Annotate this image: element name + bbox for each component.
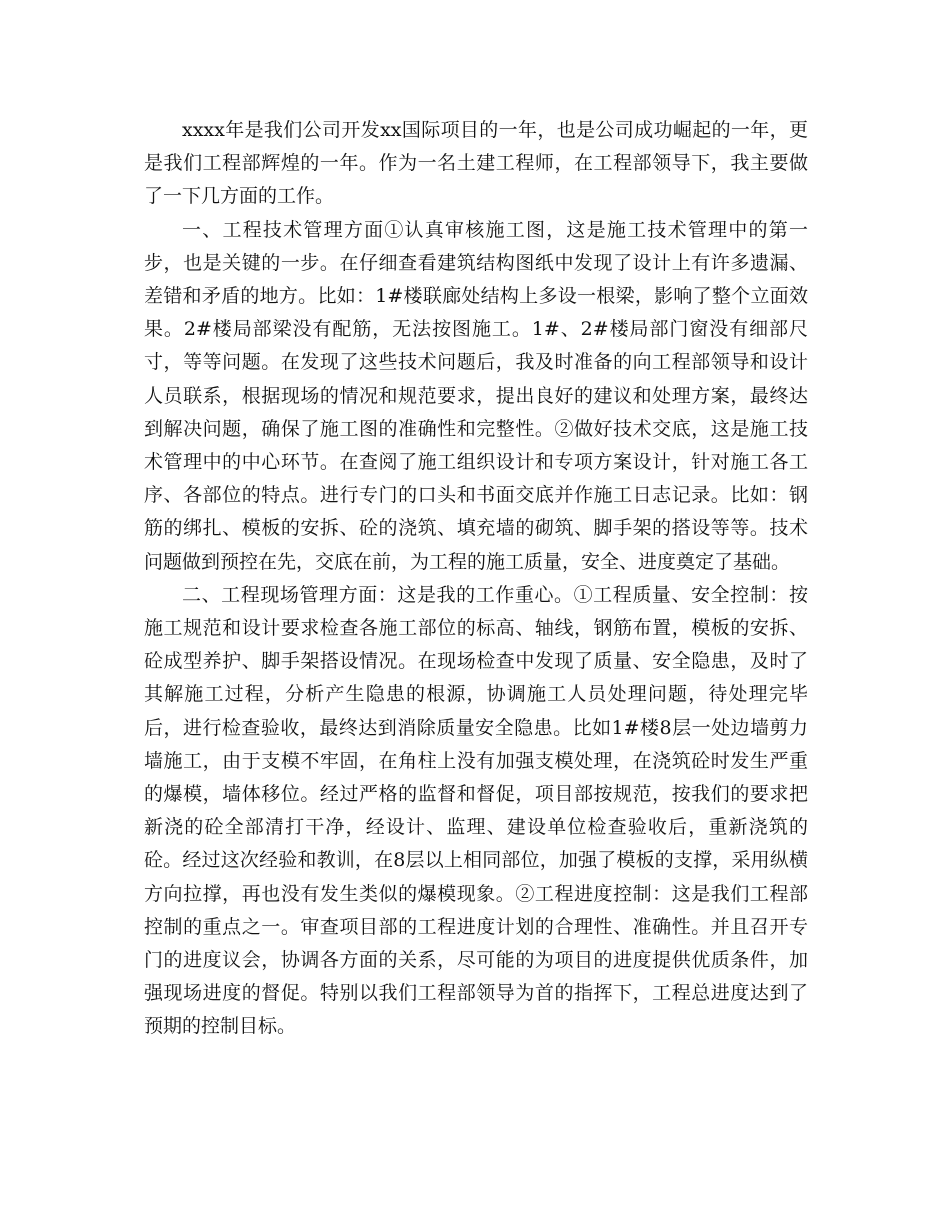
paragraph-site-management: 二、工程现场管理方面：这是我的工作重心。①工程质量、安全控制：按施工规范和设计要求检查各施工部位的标高、轴线，钢筋布置，模板的安拆、砼成型养护、脚手架搭设情况。在现场检查中发现了质量、安全隐患，及时了其解施工过程，分析产生隐患的根源，协调施工人员处理问题，待处理完毕后，进行检查验收，最终达到消除质量安全隐患。比如1#楼8层一处边墙剪力墙施工，由于支模不牢固，在角柱上没有加强支模处理，在浇筑砼时发生严重的爆模，墙体移位。经过严格的监督和督促，项目部按规范，按我们的要求把新浇的砼全部清打干净，经设计、监理、建设单位检查验收后，重新浇筑的砼。经过这次经验和教训，在8层以上相同部位，加强了模板的支撑，采用纵横方向拉撑，再也没有发生类似的爆模现象。②工程进度控制：这是我们工程部控制的重点之一。审查项目部的工程进度计划的合理性、准确性。并且召开专门的进度议会，协调各方面的关系，尽可能的为项目的进度提供优质条件，加强现场进度的督促。特别以我们工程部领导为首的指挥下，工程总进度达到了预期的控制目标。: [144, 583, 808, 1038]
paragraph-technical-management: 一、工程技术管理方面①认真审核施工图，这是施工技术管理中的第一步，也是关键的一步。在仔细查看建筑结构图纸中发现了设计上有许多遗漏、差错和矛盾的地方。比如：1#楼联廊处结构上多设一根梁，影响了整个立面效果。2#楼局部梁没有配筋，无法按图施工。1#、2#楼局部门窗没有细部尺寸，等等问题。在发现了这些技术问题后，我及时准备的向工程部领导和设计人员联系，根据现场的情况和规范要求，提出良好的建议和处理方案，最终达到解决问题，确保了施工图的准确性和完整性。②做好技术交底，这是施工技术管理中的中心环节。在查阅了施工组织设计和专项方案设计，针对施工各工序、各部位的特点。进行专门的口头和书面交底并作施工日志记录。比如：钢筋的绑扎、模板的安拆、砼的浇筑、填充墙的砌筑、脚手架的搭设等等。技术问题做到预控在先，交底在前，为工程的施工质量，安全、进度奠定了基础。: [144, 218, 808, 573]
document-body: [144, 114, 808, 1044]
paragraph-intro: xxxx年是我们公司开发xx国际项目的一年，也是公司成功崛起的一年，更是我们工程部辉煌的一年。作为一名土建工程师，在工程部领导下，我主要做了一下几方面的工作。: [144, 119, 808, 208]
